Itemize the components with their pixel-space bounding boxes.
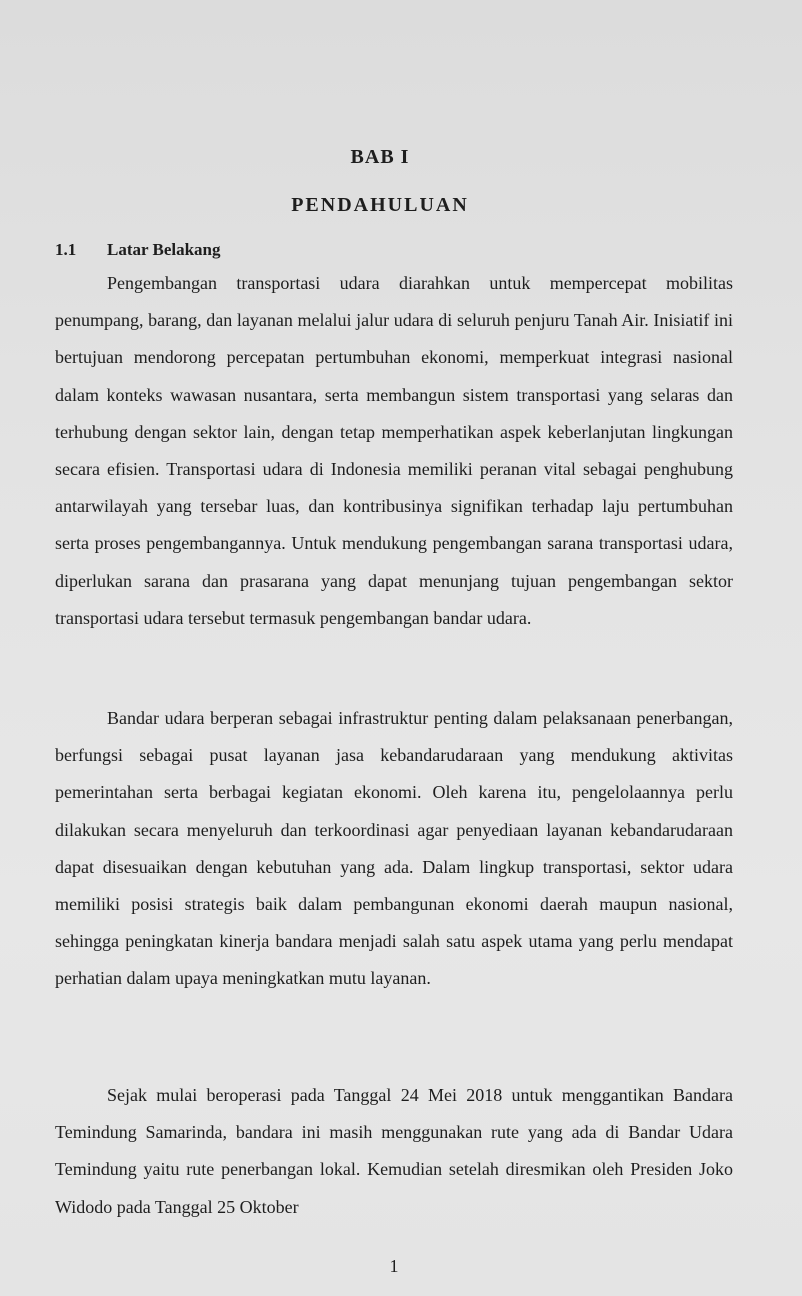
paragraph-2: Bandar udara berperan sebagai infrastruktur penting dalam pelaksanaan penerbangan, berfungsi sebagai pusat layanan jasa kebandarudaraan yang mendukung aktivitas pemerintahan serta berbagai kegiatan ekonomi. Oleh karena itu, pengelolaannya perlu dilakukan secara menyeluruh dan terkoordinasi agar penyediaan layanan kebandarudaraan dapat disesuaikan dengan kebutuhan yang ada. Dalam lingkup transportasi, sektor udara memiliki posisi strategis baik dalam pembangunan ekonomi daerah maupun nasional, sehingga peningkatan kinerja bandara menjadi salah satu aspek utama yang perlu mendapat perhatian dalam upaya meningkatkan mutu layanan. (55, 708, 733, 989)
paragraph-3: Sejak mulai beroperasi pada Tanggal 24 Mei 2018 untuk menggantikan Bandara Temindung Samarinda, bandara ini masih menggunakan rute yang ada di Bandar Udara Temindung yaitu rute penerbangan lokal. Kemudian setelah diresmikan oleh Presiden Joko Widodo pada Tanggal 25 Oktober (55, 1085, 733, 1217)
page-number: 1 (389, 1256, 399, 1276)
section-number: 1.1 (55, 240, 77, 259)
section-heading (55, 240, 221, 260)
section-title: Latar Belakang (107, 240, 221, 259)
paragraph-1: Pengembangan transportasi udara diarahkan untuk mempercepat mobilitas penumpang, barang, dan layanan melalui jalur udara di seluruh penjuru Tanah Air. Inisiatif ini bertujuan mendorong percepatan pertumbuhan ekonomi, memperkuat integrasi nasional dalam konteks wawasan nusantara, serta membangun sistem transportasi yang selaras dan terhubung dengan sektor lain, dengan tetap memperhatikan aspek keberlanjutan lingkungan secara efisien. Transportasi udara di Indonesia memiliki peranan vital sebagai penghubung antarwilayah yang tersebar luas, dan kontribusinya signifikan terhadap laju pertumbuhan serta proses pengembangannya. Untuk mendukung pengembangan sarana transportasi udara, diperlukan sarana dan prasarana yang dapat menunjang tujuan pengembangan sektor transportasi udara tersebut termasuk pengembangan bandar udara. (55, 273, 733, 628)
chapter-number: BAB I (350, 146, 410, 168)
chapter-title: PENDAHULUAN (291, 194, 469, 216)
